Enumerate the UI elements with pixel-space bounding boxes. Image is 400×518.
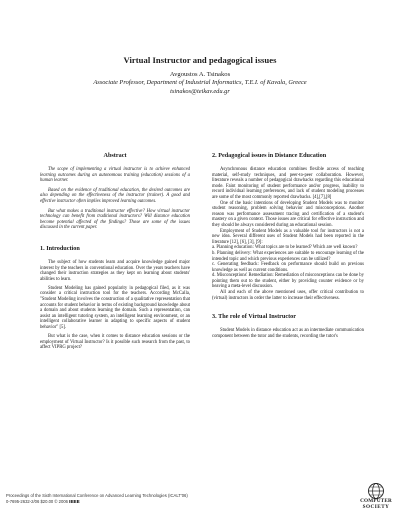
section-3-heading: 3. The role of Virtual Instructor (212, 313, 296, 321)
right-column (212, 152, 364, 339)
copyright-line (6, 499, 336, 505)
abstract-paragraph: But what makes a traditional instructor effective? How virtual instructor technology can benefit from traditional instructors? Will distance education become potential affected of the findings? Those are some of the issues discussed in the current paper. (40, 208, 190, 231)
left-column (40, 152, 190, 351)
section-2 (212, 152, 364, 301)
proceedings-line: Proceedings of the Sixth International Conference on Advanced Learning Technologies (ICALT'06) (6, 493, 188, 498)
body-paragraph: Employment of Student Models as a valuable tool for instructors is not a new idea. Several different uses of Student Models had been reported in the literature [12], [6], [3], [9]: (212, 228, 364, 245)
body-paragraph: Asynchronous distance education combines flexible access of teaching material, self-study techniques, and peer-to-peer collaboration. However, literature reveals a number of pedagogical drawbacks regarding this educational mode. Faint monitoring of student performance and/or progress, inability to record individual learning preferences, and lack of student modeling processes are some of the most commonly reported drawbacks. [4],[7],[8] (212, 167, 364, 200)
author-name: Avgoustos A. Tsinakos (169, 71, 231, 78)
ieee-logo: IEEE (69, 499, 80, 505)
body-paragraph: All and each of the above mentioned uses, offer critical contribution to (virtual) instructors in order the latter to increase their effectiveness. (212, 290, 364, 301)
section-3 (212, 313, 364, 339)
author-affiliation: Associate Professor, Department of Industrial Informatics, T.E.I. of Kavala, Greece (93, 79, 307, 87)
section-2-heading: 2. Pedagogical issues in Distance Education (212, 152, 327, 159)
author-block (0, 71, 400, 96)
body-paragraph: But what is the case, when it comes to distance education sessions or the employment of Virtual Instructor? Is it possible such research from the past, to affect VIPRG project? (40, 334, 190, 351)
body-paragraph: Student Models in distance education act as an intermediate communication component between the tutor and the students, recording the tutor's (212, 328, 364, 339)
list-item: d. Misconceptions' Remediation: Remediation of misconceptions can be done by pointing them out to the student, either by providing counter evidence or by heaving a meta-level discussion. (212, 273, 364, 290)
abstract-paragraph: The scope of implementing a virtual instructor is to achieve enhanced learning outcomes during an autonomous training (education) sessions of a human learner. (40, 167, 190, 184)
isbn-price: 0-7695-2632-2/06 $20.00 © 2006 (6, 499, 68, 505)
computer-society-logo (358, 482, 394, 512)
introduction-section (40, 245, 190, 351)
body-paragraph: Student Modeling has gained popularity in pedagogical filed, as it was consider a critical instruction tool for the teachers. According McCalla, "Student Modeling involves the construction of a qualitative representation that accounts for student behavior in terms of existing background knowledge about a domain and about students learning the domain. Such a representation, can assist an intelligent tutoring system, an intelligent learning environment, or an intelligent collaborative learner in adapting to specific aspects of student behavior" [5]. (40, 285, 190, 330)
list-item: c. Generating feedback: Feedback on performance should build on previous knowledge as well as current conditions. (212, 262, 364, 273)
abstract-section (40, 152, 190, 231)
logo-text-computer: COMPUTER (360, 498, 392, 504)
body-paragraph: One of the basic intentions of developing Student Models was to monitor student reasoning, problem solving behavior and misconceptions. Another reason was performance assessment tracing and certification of a student's mastery on a given context. Those issues are critical for effective instruction and they should be always considered during an educational session. (212, 200, 364, 228)
introduction-heading: 1. Introduction (40, 244, 80, 252)
list-item: a. Planning education: What topics are to be learned? Which are well known? (212, 245, 358, 251)
abstract-heading: Abstract (103, 152, 127, 159)
abstract-paragraph: Based on the evidence of traditional education, the desired outcomes are also depending on the effectiveness of the instructor (trainer). A good and effective instructor often implies improved learning outcomes. (40, 187, 190, 204)
logo-text-society: SOCIETY (362, 504, 390, 510)
body-paragraph: The subject of how students learn and acquire knowledge gained major interest by the teachers in conventional education. Over the years teachers have changed their instruction strategies as they kept on learning about students' abilities to learn. (40, 259, 190, 282)
author-email: tsinakos@teikav.edu.gr (170, 87, 230, 95)
list-item: b. Planning delivery: What experiences are suitable to encourage learning of the intended topic and which previous experiences can be utilized? (212, 250, 364, 262)
proceedings-footer (6, 493, 336, 505)
paper-title: Virtual Instructor and pedagogical issues (123, 55, 277, 65)
